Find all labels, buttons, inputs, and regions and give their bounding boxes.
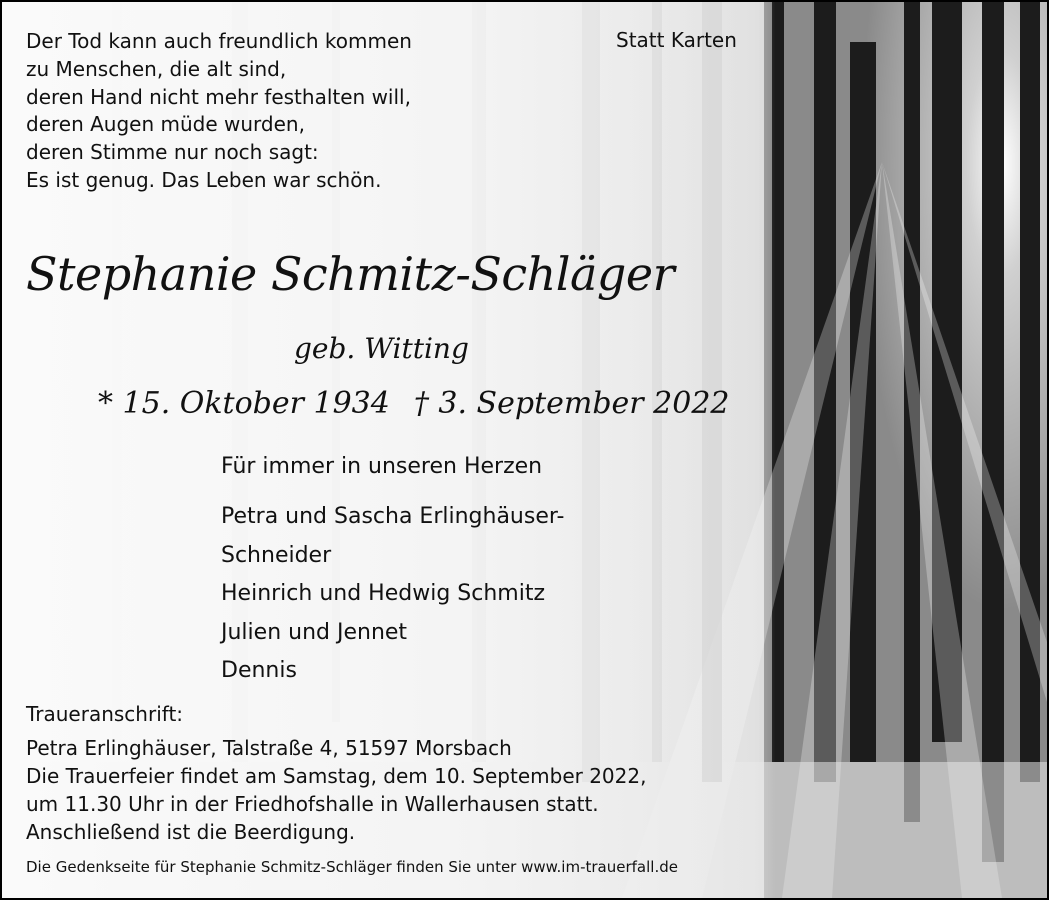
- life-dates: [98, 386, 754, 421]
- motto: Für immer in unseren Herzen: [221, 454, 543, 479]
- memorial-page-note: Die Gedenkseite für Stephanie Schmitz-Schläger finden Sie unter www.im-trauerfall.de: [26, 858, 678, 876]
- poem-line: zu Menschen, die alt sind,: [26, 56, 287, 81]
- detail-line: Petra Erlinghäuser, Talstraße 4, 51597 Morsbach: [26, 736, 512, 760]
- mourners-list: [221, 498, 564, 691]
- maiden-name: geb. Witting: [294, 332, 469, 365]
- funeral-details: [26, 734, 646, 846]
- deceased-name: Stephanie Schmitz-Schläger: [26, 247, 675, 301]
- detail-line: Die Trauerfeier findet am Samstag, dem 10. September 2022,: [26, 764, 647, 788]
- address-label: Traueranschrift:: [26, 702, 184, 726]
- mourner-entry: Schneider: [221, 542, 332, 568]
- birth-date: * 15. Oktober 1934: [98, 386, 390, 421]
- statt-karten-label: Statt Karten: [616, 28, 737, 52]
- poem-line: Der Tod kann auch freundlich kommen: [26, 29, 412, 53]
- mourner-entry: Dennis: [221, 658, 297, 684]
- mourner-entry: Petra und Sascha Erlinghäuser-: [221, 504, 565, 529]
- detail-line: Anschließend ist die Beerdigung.: [26, 820, 356, 844]
- death-date: † 3. September 2022: [413, 386, 730, 421]
- poem-line: deren Hand nicht mehr festhalten will,: [26, 84, 411, 109]
- poem-line: Es ist genug. Das Leben war schön.: [26, 167, 382, 192]
- poem-line: deren Augen müde wurden,: [26, 112, 305, 137]
- mourner-entry: Julien und Jennet: [221, 619, 408, 645]
- poem-line: deren Stimme nur noch sagt:: [26, 140, 319, 165]
- detail-line: um 11.30 Uhr in der Friedhofshalle in Wallerhausen statt.: [26, 792, 599, 816]
- poem: [26, 28, 412, 195]
- mourner-entry: Heinrich und Hedwig Schmitz: [221, 581, 545, 607]
